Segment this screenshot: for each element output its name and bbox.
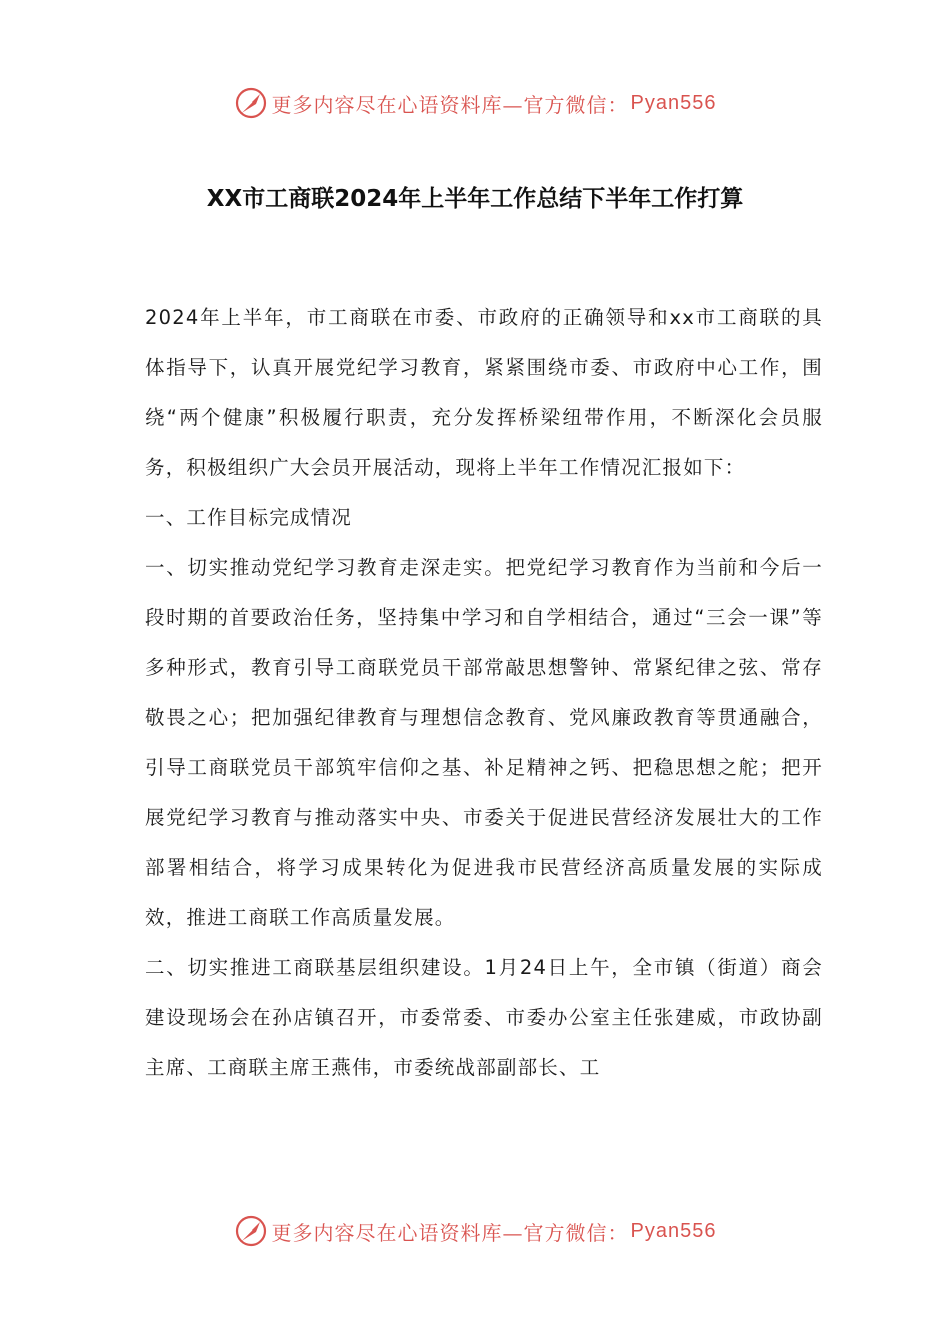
quill-logo-icon [234, 86, 268, 120]
watermark-text: 更多内容尽在心语资料库—官方微信： [271, 1220, 629, 1245]
section-heading: 一、工作目标完成情况 [145, 506, 353, 529]
document-title: XX市工商联2024年上半年工作总结下半年工作打算 [206, 186, 744, 212]
intro-paragraph: 2024年上半年，市工商联在市委、市政府的正确领导和xx市工商联的具体指导下，认真开展党纪学习教育，紧紧围绕市委、市政府中心工作，围绕“两个健康”积极履行职责，充分发挥桥梁纽带作用，不断深化会员服务，积极组织广大会员开展活动，现将上半年工作情况汇报如下： [145, 306, 823, 479]
watermark-text: 更多内容尽在心语资料库—官方微信： [271, 92, 629, 117]
body-paragraph: 二、切实推进工商联基层组织建设。1月24日上午，全市镇（街道）商会建设现场会在孙店镇召开，市委常委、市委办公室主任张建威，市政协副主席、工商联主席王燕伟，市委统战部副部长、工 [145, 956, 823, 1079]
watermark-footer [0, 1214, 950, 1248]
watermark-wechat-id: Pyan556 [630, 1219, 717, 1242]
watermark-wechat-id: Pyan556 [630, 91, 717, 114]
quill-logo-icon [234, 1214, 268, 1248]
document-body [145, 293, 823, 1093]
watermark-header [0, 86, 950, 120]
body-paragraph: 一、切实推动党纪学习教育走深走实。把党纪学习教育作为当前和今后一段时期的首要政治任务，坚持集中学习和自学相结合，通过“三会一课”等多种形式，教育引导工商联党员干部常敲思想警钟、常紧纪律之弦、常存敬畏之心；把加强纪律教育与理想信念教育、党风廉政教育等贯通融合，引导工商联党员干部筑牢信仰之基、补足精神之钙、把稳思想之舵；把开展党纪学习教育与推动落实中央、市委关于促进民营经济发展壮大的工作部署相结合，将学习成果转化为促进我市民营经济高质量发展的实际成效，推进工商联工作高质量发展。 [145, 556, 823, 929]
